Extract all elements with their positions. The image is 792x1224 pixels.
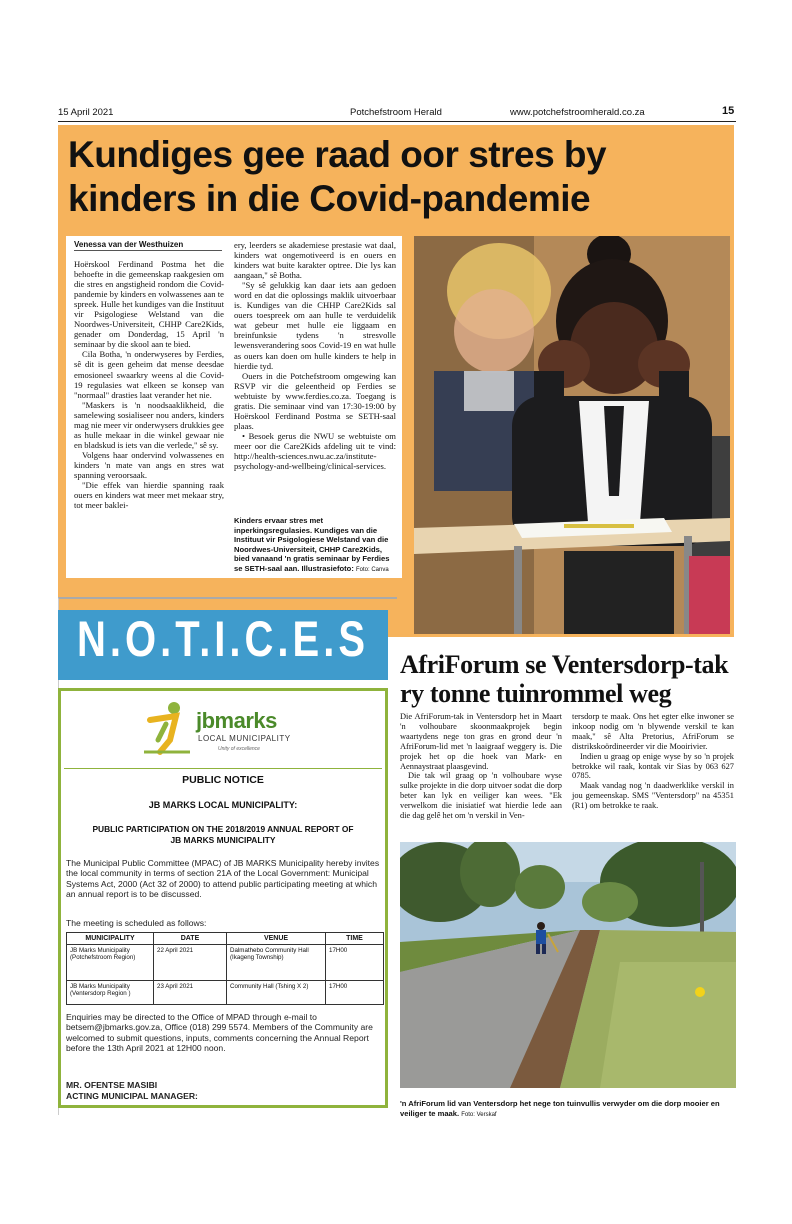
page-number: 15 [722,105,735,117]
paragraph: Die AfriForum-tak in Ventersdorp het in Maart 'n volhoubare skoonmaakprojek begin waartydens nege ton gras en grond deur 'n AfriForum-lid met 'n laaigraaf weggery is. Die projek het op die hoek van Mark- en Aennaystraat plaasgevind. [400,712,562,771]
table-cell: Community Hall (Tshing X 2) [227,981,326,1005]
article1-headline: Kundiges gee raad oor stres by kinders in die Covid-pandemie [68,134,607,219]
table-row [67,945,384,981]
paragraph: Volgens haar ondervind volwassenes en kinders 'n mate van angs en stres wat spanning veroorsaak. [74,449,224,480]
table-cell: JB Marks Municipality (Ventersdorp Region ) [67,981,154,1005]
caption-text: Kinders ervaar stres met inperkingsregulasies. Kundiges van die Instituut vir Psigologiese Welstand van die Noordwes-Universiteit, CHHP Care2Kids, bied vanaand 'n gratis seminaar by Ferdies se SETH-saal aan. Illustrasiefoto: [234,516,390,573]
table-cell: 23 April 2021 [154,981,227,1005]
article2-caption [400,1099,736,1120]
header-rule [58,121,736,122]
paragraph: Ouers in die Potchefstroom omgewing kan RSVP vir die geleentheid op Ferdies se webtuiste by www.ferdies.co.za. Toegang is gratis. Die seminaar vind van 17:30-19:00 by Hoërskool Ferdinand Postma se SETH-saal plaas. [234,370,396,431]
table-cell: 17H00 [326,981,384,1005]
notice-enquiries: Enquiries may be directed to the Office of MPAD through e-mail to betsem@jbmarks.gov.za, Office (018) 299 5574. Members of the Community are welcomed to submit questions, inputs, comments concerning the Annual Report before the 13th April 2021 at 12H00 noon. [66,1012,373,1054]
paragraph: Maak vandag nog 'n daadwerklike verskil in jou gemeenskap. SMS "Ventersdorp" na 45351 (R1) om betrokke te raak. [572,781,734,811]
caption-credit: Foto: Verskaf [461,1112,497,1118]
header-date: 15 April 2021 [58,107,114,118]
table-header: VENUE [227,933,326,945]
article1-byline: Venessa van der Westhuizen [74,240,222,251]
article1-column-1 [74,259,224,510]
paragraph: tersdorp te maak. Ons het egter elke inwoner se inkoop nodig om 'n blywende verskil te kan maak," sê Alta Pretorius, AfriForum se distrikskoördineerder vir die Mooirivier. [572,712,734,751]
signatory-name: MR. OFENTSE MASIBI [66,1080,158,1090]
table-cell: 17H00 [326,945,384,981]
notices-banner-text: N.O.T.I.C.E.S [76,612,370,668]
article2-column-2 [572,712,734,811]
notice-heading: PUBLIC PARTICIPATION ON THE 2018/2019 ANNUAL REPORT OF JB MARKS MUNICIPALITY [92,824,354,845]
signatory-title: ACTING MUNICIPAL MANAGER: [66,1091,198,1101]
caption-credit: Foto: Canva [355,566,389,573]
paragraph: Indien u graag op enige wyse by so 'n projek betrokke wil raak, kontak vir Sias by 063 627 0785. [572,751,734,781]
cleanup-photo [400,842,736,1088]
caption-text: 'n AfriForum lid van Ventersdorp het nege ton tuinvullis verwyder om die dorp mooier en veiliger te maak. [400,1099,720,1118]
paragraph: Hoërskool Ferdinand Postma het die behoefte in die gemeenskap raakgesien om die stres en angstigheid rondom die Covid-pandemie by kinders en volwassenes aan te spreek. Hulle het kundiges van die Instituut vir Psigologiese Welstand van die Noordwes-Universiteit, CHHP Care2Kids, genader om Donderdag, 15 April 'n seminaar by die skool aan te bied. [74,259,224,350]
student-exam-illustration [414,236,730,634]
paragraph: "Sy sê gelukkig kan daar iets aan gedoen word en dat die oplossings maklik uitvoerbaar is. Kundiges van die CHHP Care2Kids sal ouers toespreek om aan hulle te verduidelik wat gebeur met hulle eie liggaam en breinfunksie tydens 'n stresvolle lewensverandering soos Covid-19 en wat hulle as ouers kan doen om hulle kinders te help in hierdie tyd. [234,280,396,371]
paragraph: "Die effek van hierdie spanning raak ouers en kinders wat meer met mekaar stry, tot meer baklei- [74,480,224,511]
logo-name: jbmarks [196,708,277,733]
paragraph: • Besoek gerus die NWU se webtuiste om meer oor die Care2Kids afdeling uit te vind: http://health-sciences.nwu.ac.za/institute-psychology-and-wellbeing/clinical-services. [234,430,396,472]
header-paper: Potchefstroom Herald [350,107,442,118]
paragraph: Die tak wil graag op 'n volhoubare wyse sulke projekte in die dorp uitvoer sodat die dorp beter kan lyk en veiliger kan wees. "Ek verwelkom die inisiatief wat hierdie lede aan die dag gelê het om 'n verskil in Ven- [400,771,562,821]
student-exam-photo [414,236,730,634]
article2-headline: AfriForum se Ventersdorp-tak ry tonne tuinrommel weg [400,650,729,708]
table-header: MUNICIPALITY [67,933,154,945]
meeting-schedule-table [66,932,384,1005]
table-row [67,981,384,1005]
table-header: TIME [326,933,384,945]
paragraph: ery, leerders se akademiese prestasie wat daal, kinders wat ongemotiveerd is en ouers en kinders wat buite karakter optree. Die lys kan aangaan," sê Botha. [234,240,396,281]
notice-subtitle: JB MARKS LOCAL MUNICIPALITY: [148,800,298,810]
notice-intro: The Municipal Public Committee (MPAC) of JB MARKS Municipality hereby invites the local community in terms of section 21A of the Local Government: Municipal Systems Act, 2000 (Act 32 of 2000) to attend public participating meeting at which an annual report is to be discussed. [66,858,380,900]
article2-column-1 [400,712,562,821]
article1-column-2 [234,240,396,471]
logo-subtitle: LOCAL MUNICIPALITY [198,734,291,743]
table-cell: 22 April 2021 [154,945,227,981]
table-cell: Dalmathebo Community Hall (Ikageng Township) [227,945,326,981]
notice-divider [64,768,382,769]
jbmarks-logo [140,700,320,760]
table-header: DATE [154,933,227,945]
logo-tagline: Unity of excellence [218,746,260,752]
table-cell: JB Marks Municipality (Potchefstroom Region) [67,945,154,981]
notice-title: PUBLIC NOTICE [182,774,264,786]
paragraph: "Maskers is 'n noodsaaklikheid, die samelewing sosialiseer nou anders, kinders mag nie meer vir onderwysers drukkies gee as hulle mekaar in die winkel gewaar nie en bladskud is iets van die verlede," sê sy. [74,399,224,450]
jbmarks-figure-icon [140,700,196,760]
header-website: www.potchefstroomherald.co.za [510,107,645,118]
notice-schedule-label: The meeting is scheduled as follows: [66,918,207,928]
article1-caption [234,516,396,576]
paragraph: Cila Botha, 'n onderwyseres by Ferdies, sê dit is geen geheim dat mense deesdae emosioneel swaarkry weens al die Covid-19 regulasies wat elkeen se konsep van "normaal" drasties laat verander het nie. [74,349,224,400]
roadside-cleanup-illustration [400,842,736,1088]
